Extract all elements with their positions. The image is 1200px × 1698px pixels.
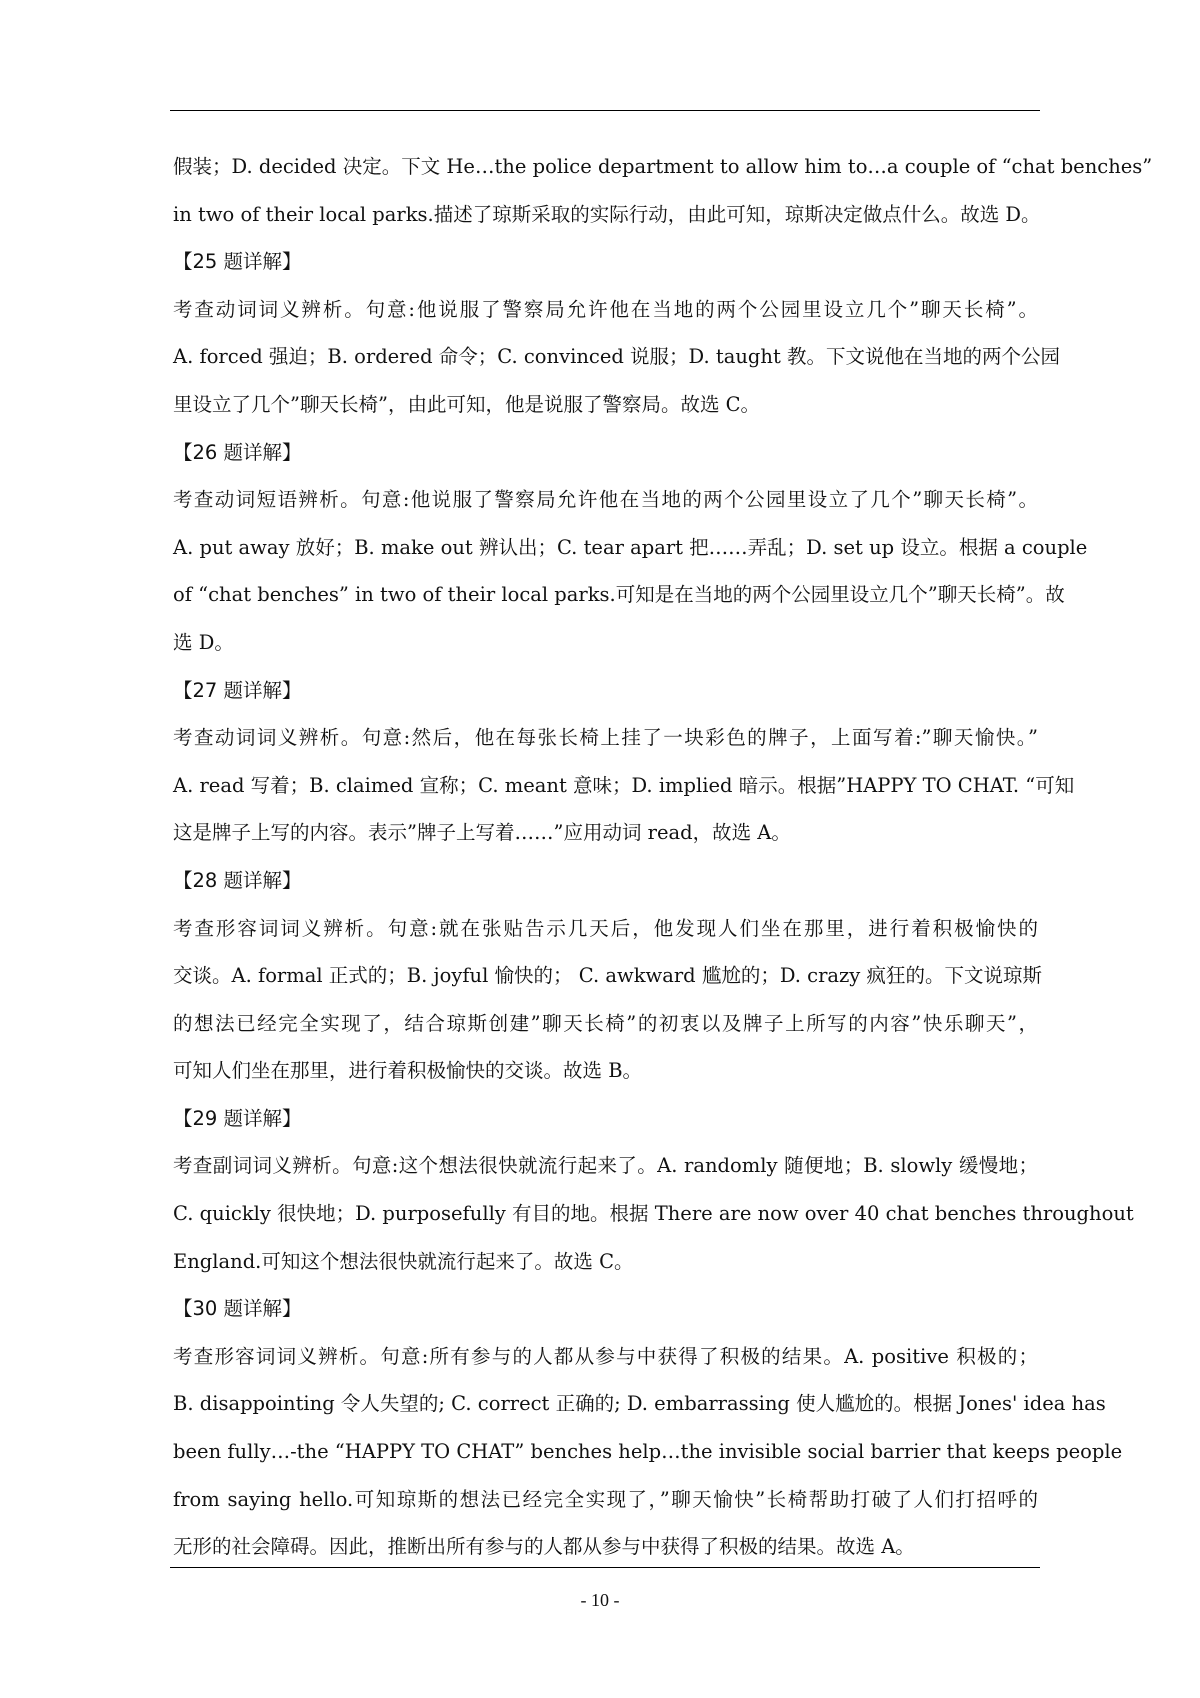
text-line: 交谈。A. formal 正式的；B. joyful 愉快的； C. awkward 尴尬的；D. crazy 疯狂的。下文说琼斯 — [173, 964, 1043, 988]
text-line: C. quickly 很快地；D. purposefully 有目的地。根据 There are now over 40 chat benches throughout — [173, 1202, 1134, 1226]
text-line: 考查动词短语辨析。句意:他说服了警察局允许他在当地的两个公园里设立了几个”聊天长椅”。 — [173, 488, 1038, 512]
section-heading: 【28 题详解】 — [173, 868, 302, 892]
section-heading: 【25 题详解】 — [173, 250, 302, 274]
text-line: in two of their local parks.描述了琼斯采取的实际行动，由此可知，琼斯决定做点什么。故选 D。 — [173, 202, 1041, 226]
page-number: - 10 - — [580, 1590, 620, 1610]
text-line: of “chat benches” in two of their local parks.可知是在当地的两个公园里设立几个”聊天长椅”。故 — [173, 583, 1065, 607]
text-line: 可知人们坐在那里，进行着积极愉快的交谈。故选 B。 — [173, 1059, 643, 1083]
page-content — [173, 152, 1153, 1580]
text-line: 假装；D. decided 决定。下文 He…the police department to allow him to…a couple of “chat benches” — [173, 155, 1153, 178]
text-line: A. forced 强迫；B. ordered 命令；C. convinced 说服；D. taught 教。下文说他在当地的两个公园 — [173, 345, 1060, 369]
text-line: 考查副词词义辨析。句意:这个想法很快就流行起来了。A. randomly 随便地；B. slowly 缓慢地； — [173, 1154, 1038, 1178]
text-line: 考查动词词义辨析。句意:他说服了警察局允许他在当地的两个公园里设立几个”聊天长椅”。 — [173, 297, 1038, 321]
section-heading: 【29 题详解】 — [173, 1106, 302, 1130]
text-line: 考查动词词义辨析。句意:然后，他在每张长椅上挂了一块彩色的牌子，上面写着:”聊天愉快。” — [173, 726, 1038, 750]
text-line: England.可知这个想法很快就流行起来了。故选 C。 — [173, 1249, 634, 1273]
text-line: 无形的社会障碍。因此，推断出所有参与的人都从参与中获得了积极的结果。故选 A。 — [173, 1535, 915, 1559]
text-line: 的想法已经完全实现了，结合琼斯创建”聊天长椅”的初衷以及牌子上所写的内容”快乐聊天”， — [173, 1011, 1038, 1035]
text-line: 这是牌子上写的内容。表示”牌子上写着……”应用动词 read，故选 A。 — [173, 821, 791, 845]
section-heading: 【27 题详解】 — [173, 678, 302, 702]
header-rule — [170, 110, 1040, 111]
text-line: 选 D。 — [173, 630, 234, 654]
text-line: 里设立了几个”聊天长椅”，由此可知，他是说服了警察局。故选 C。 — [173, 392, 761, 416]
text-line: 考查形容词词义辨析。句意:就在张贴告示几天后，他发现人们坐在那里，进行着积极愉快的 — [173, 916, 1038, 940]
text-line: A. put away 放好；B. make out 辨认出；C. tear apart 把……弄乱；D. set up 设立。根据 a couple — [173, 535, 1088, 559]
text-line: A. read 写着；B. claimed 宣称；C. meant 意味；D. implied 暗示。根据”HAPPY TO CHAT. “可知 — [173, 773, 1075, 797]
text-line: 考查形容词词义辨析。句意:所有参与的人都从参与中获得了积极的结果。A. positive 积极的； — [173, 1344, 1038, 1368]
text-line: from saying hello.可知琼斯的想法已经完全实现了，”聊天愉快”长椅帮助打破了人们打招呼的 — [173, 1487, 1038, 1511]
footer-rule — [170, 1567, 1040, 1568]
section-heading: 【30 题详解】 — [173, 1297, 302, 1321]
text-line: been fully…-the “HAPPY TO CHAT” benches help…the invisible social barrier that keeps people — [173, 1440, 1123, 1464]
text-line: B. disappointing 令人失望的; C. correct 正确的; D. embarrassing 使人尴尬的。根据 Jones' idea has — [173, 1392, 1106, 1416]
section-heading: 【26 题详解】 — [173, 440, 302, 464]
